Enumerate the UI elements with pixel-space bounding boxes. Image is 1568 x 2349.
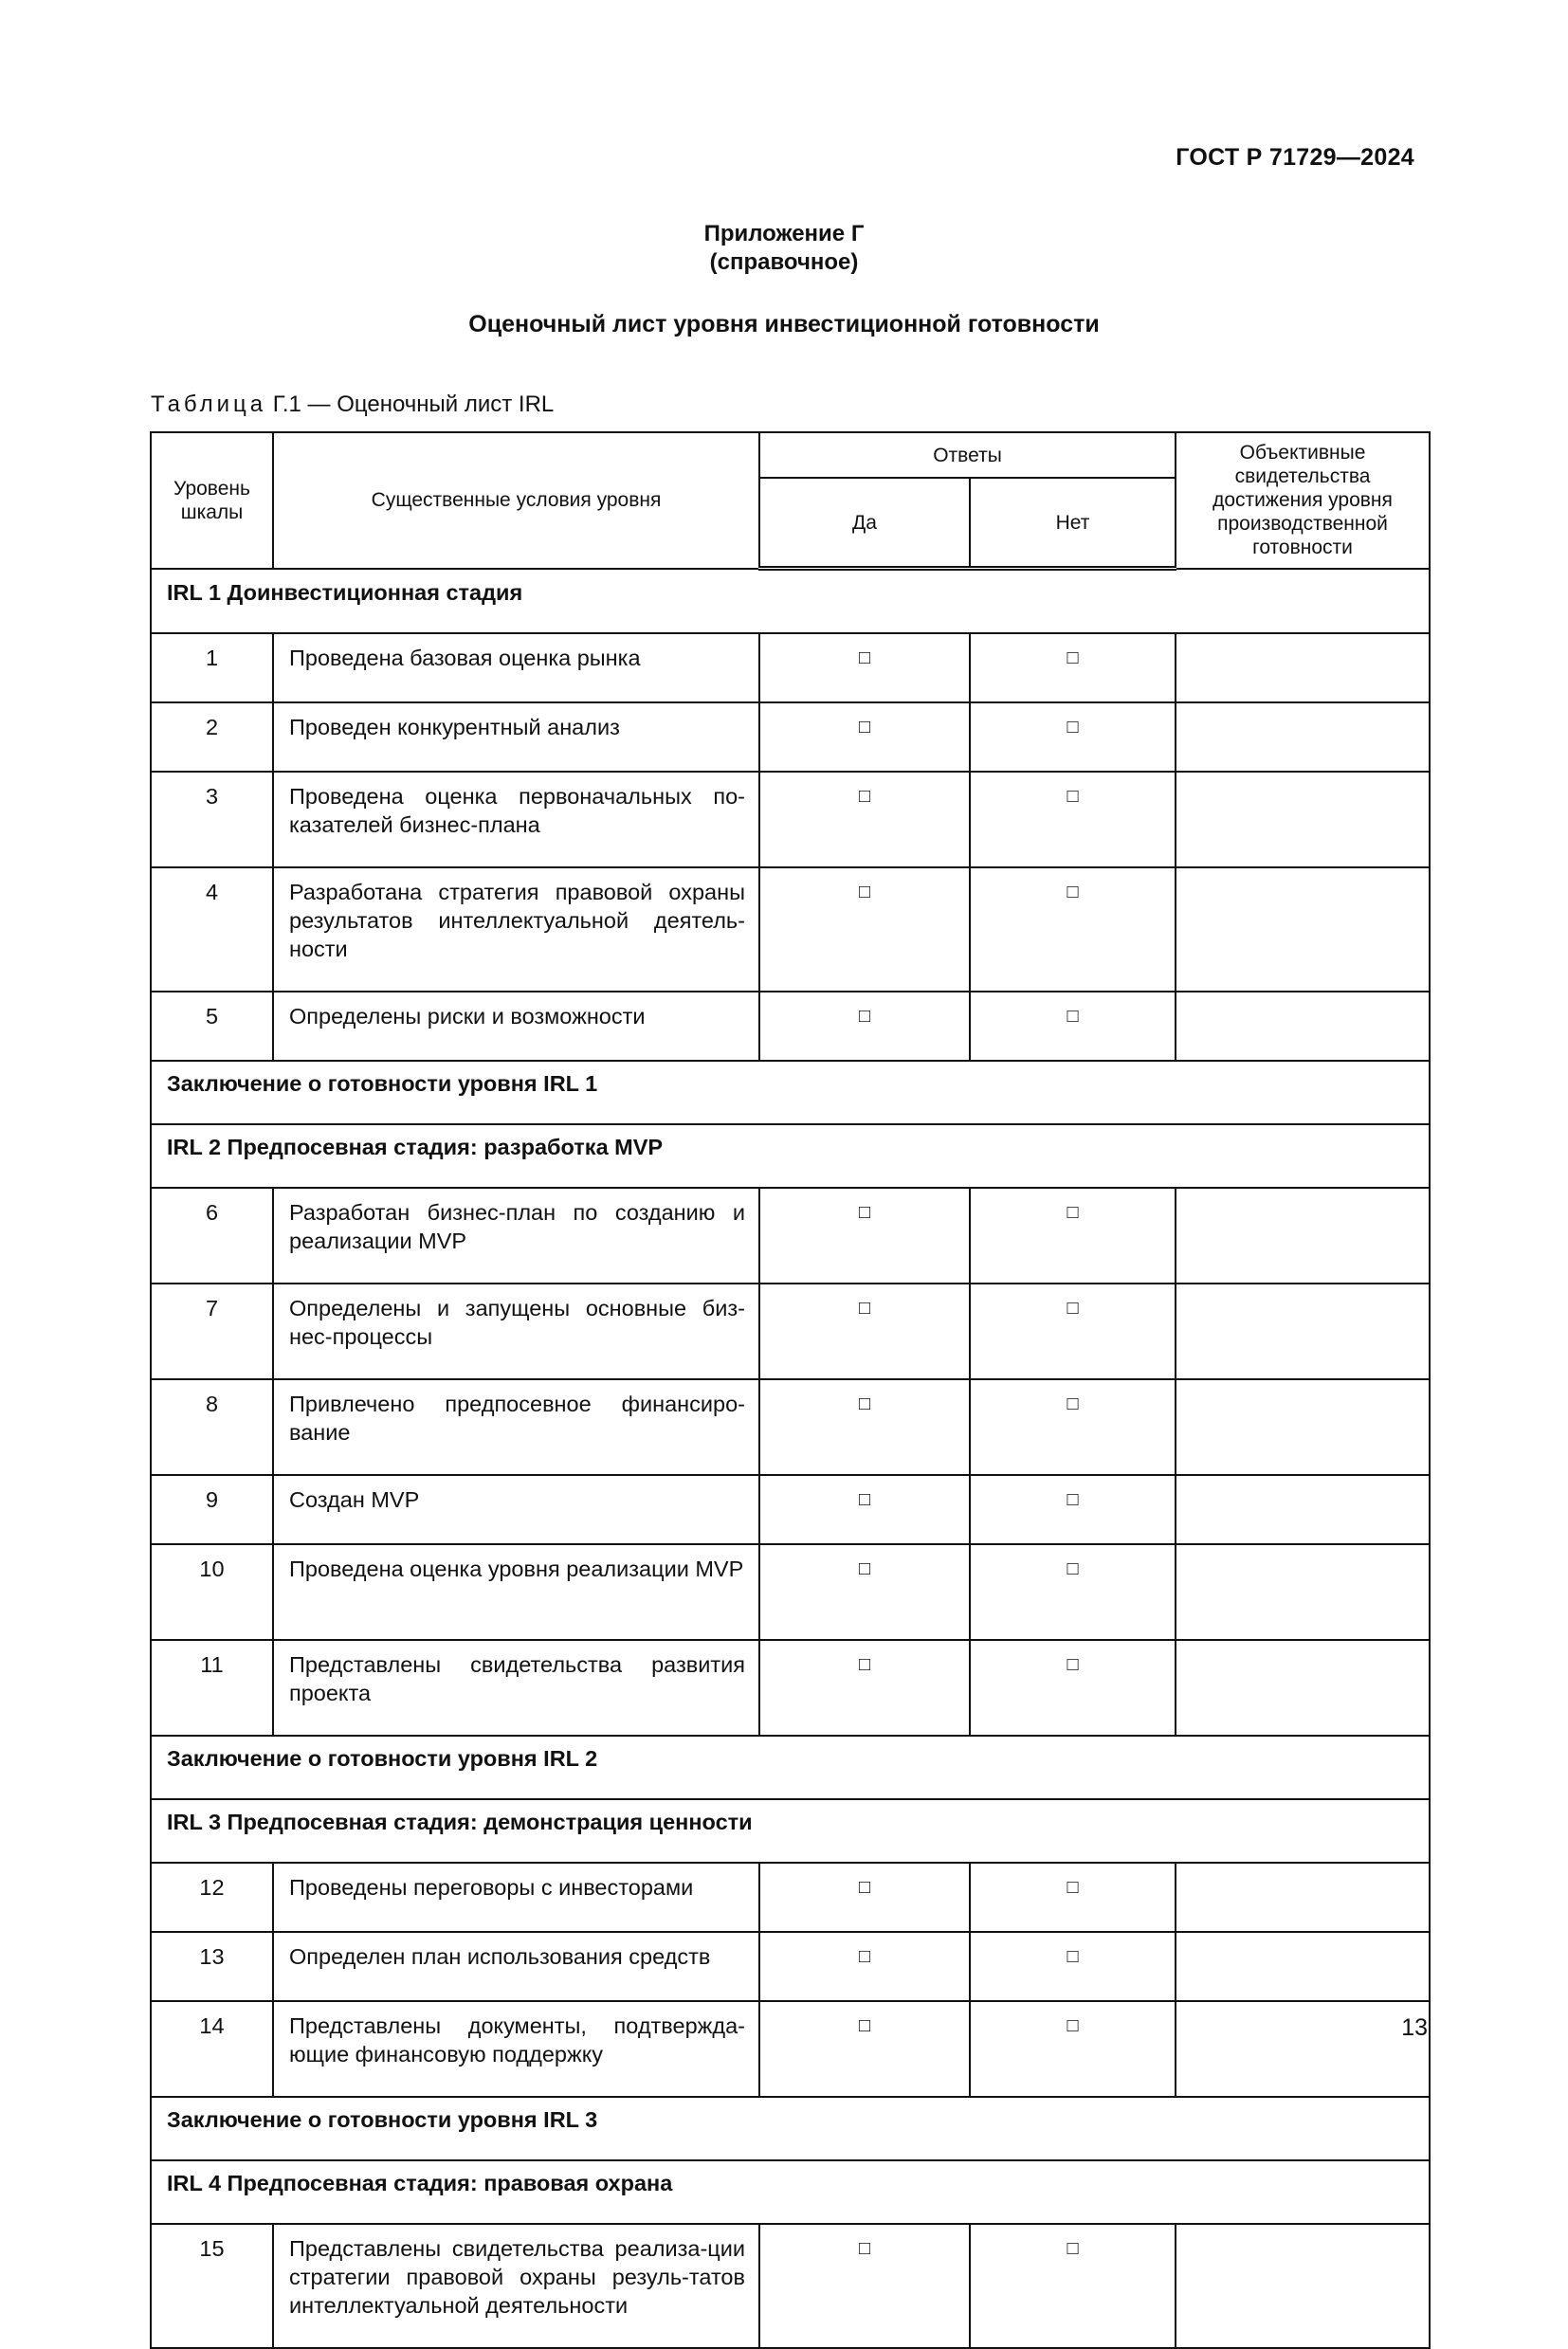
level-number: 3 bbox=[151, 772, 273, 867]
yes-checkbox[interactable]: □ bbox=[759, 1188, 970, 1284]
document-title: Оценочный лист уровня инвестиционной готовности bbox=[468, 311, 1100, 337]
level-number: 8 bbox=[151, 1379, 273, 1475]
yes-checkbox[interactable]: □ bbox=[759, 702, 970, 772]
no-checkbox[interactable]: □ bbox=[970, 1188, 1176, 1284]
evidence-cell[interactable] bbox=[1176, 1475, 1430, 1544]
level-number: 15 bbox=[151, 2224, 273, 2348]
section-row bbox=[151, 569, 1430, 634]
table-body bbox=[151, 569, 1430, 2349]
evidence-cell[interactable] bbox=[1176, 1188, 1430, 1284]
table-row bbox=[151, 772, 1430, 867]
level-number: 4 bbox=[151, 867, 273, 992]
level-number: 11 bbox=[151, 1640, 273, 1736]
appendix-heading bbox=[0, 220, 1568, 277]
evidence-cell[interactable] bbox=[1176, 867, 1430, 992]
yes-checkbox[interactable]: □ bbox=[759, 1284, 970, 1379]
condition-text: Представлены документы, подтвержда-ющие финансовую поддержку bbox=[273, 2001, 759, 2097]
conclusion-title: Заключение о готовности уровня IRL 3 bbox=[151, 2097, 1430, 2160]
section-row bbox=[151, 1124, 1430, 1188]
evidence-cell[interactable] bbox=[1176, 1863, 1430, 1932]
evidence-cell[interactable] bbox=[1176, 702, 1430, 772]
table-row bbox=[151, 1640, 1430, 1736]
table-row bbox=[151, 867, 1430, 992]
appendix-type: (справочное) bbox=[709, 249, 859, 275]
level-number: 12 bbox=[151, 1863, 273, 1932]
condition-text: Проведены переговоры с инвесторами bbox=[273, 1863, 759, 1932]
evidence-cell[interactable] bbox=[1176, 772, 1430, 867]
evidence-cell[interactable] bbox=[1176, 1640, 1430, 1736]
header-answers: Ответы bbox=[759, 432, 1176, 478]
header-conditions: Существенные условия уровня bbox=[273, 432, 759, 569]
no-checkbox[interactable]: □ bbox=[970, 2224, 1176, 2348]
yes-checkbox[interactable]: □ bbox=[759, 1640, 970, 1736]
no-checkbox[interactable]: □ bbox=[970, 2001, 1176, 2097]
no-checkbox[interactable]: □ bbox=[970, 1932, 1176, 2001]
evidence-cell[interactable] bbox=[1176, 992, 1430, 1061]
table-row bbox=[151, 1379, 1430, 1475]
condition-text: Представлены свидетельства реализа-ции стратегии правовой охраны резуль-татов интеллектуальной деятельности bbox=[273, 2224, 759, 2348]
yes-checkbox[interactable]: □ bbox=[759, 633, 970, 702]
irl-assessment-table bbox=[150, 431, 1431, 2349]
condition-text: Привлечено предпосевное финансиро-вание bbox=[273, 1379, 759, 1475]
no-checkbox[interactable]: □ bbox=[970, 992, 1176, 1061]
table-caption-text: Г.1 — Оценочный лист IRL bbox=[266, 392, 555, 417]
level-number: 14 bbox=[151, 2001, 273, 2097]
level-number: 9 bbox=[151, 1475, 273, 1544]
yes-checkbox[interactable]: □ bbox=[759, 772, 970, 867]
conclusion-row bbox=[151, 1736, 1430, 1799]
table-row bbox=[151, 702, 1430, 772]
evidence-cell[interactable] bbox=[1176, 1544, 1430, 1640]
standard-number: ГОСТ Р 71729—2024 bbox=[1176, 144, 1414, 171]
conclusion-row bbox=[151, 1061, 1430, 1124]
table-row bbox=[151, 1544, 1430, 1640]
level-number: 13 bbox=[151, 1932, 273, 2001]
yes-checkbox[interactable]: □ bbox=[759, 2224, 970, 2348]
no-checkbox[interactable]: □ bbox=[970, 1475, 1176, 1544]
no-checkbox[interactable]: □ bbox=[970, 867, 1176, 992]
condition-text: Проведена базовая оценка рынка bbox=[273, 633, 759, 702]
section-title: IRL 2 Предпосевная стадия: разработка MVP bbox=[151, 1124, 1430, 1188]
appendix-title: Приложение Г bbox=[703, 221, 865, 246]
yes-checkbox[interactable]: □ bbox=[759, 1475, 970, 1544]
table-row bbox=[151, 2001, 1430, 2097]
table-row bbox=[151, 1932, 1430, 2001]
level-number: 7 bbox=[151, 1284, 273, 1379]
condition-text: Разработана стратегия правовой охраны результатов интеллектуальной деятель-ности bbox=[273, 867, 759, 992]
yes-checkbox[interactable]: □ bbox=[759, 992, 970, 1061]
conclusion-title: Заключение о готовности уровня IRL 1 bbox=[151, 1061, 1430, 1124]
table-row bbox=[151, 1475, 1430, 1544]
no-checkbox[interactable]: □ bbox=[970, 633, 1176, 702]
section-row bbox=[151, 2160, 1430, 2224]
table-row bbox=[151, 2224, 1430, 2348]
no-checkbox[interactable]: □ bbox=[970, 1284, 1176, 1379]
condition-text: Проведена оценка уровня реализации MVP bbox=[273, 1544, 759, 1640]
level-number: 6 bbox=[151, 1188, 273, 1284]
section-title: IRL 1 Доинвестиционная стадия bbox=[151, 569, 1430, 634]
no-checkbox[interactable]: □ bbox=[970, 772, 1176, 867]
no-checkbox[interactable]: □ bbox=[970, 1640, 1176, 1736]
conclusion-title: Заключение о готовности уровня IRL 2 bbox=[151, 1736, 1430, 1799]
level-number: 1 bbox=[151, 633, 273, 702]
yes-checkbox[interactable]: □ bbox=[759, 867, 970, 992]
evidence-cell[interactable] bbox=[1176, 1932, 1430, 2001]
table-caption-prefix: Таблица bbox=[151, 392, 267, 417]
page-number: 13 bbox=[1401, 2014, 1428, 2041]
header-evidence: Объективные свидетельства достижения уровня производственной готовности bbox=[1176, 432, 1430, 569]
table-row bbox=[151, 1188, 1430, 1284]
condition-text: Создан MVP bbox=[273, 1475, 759, 1544]
table-row bbox=[151, 1284, 1430, 1379]
condition-text: Представлены свидетельства развития проекта bbox=[273, 1640, 759, 1736]
yes-checkbox[interactable]: □ bbox=[759, 2001, 970, 2097]
section-title: IRL 4 Предпосевная стадия: правовая охрана bbox=[151, 2160, 1430, 2224]
section-row bbox=[151, 1799, 1430, 1863]
evidence-cell[interactable] bbox=[1176, 1284, 1430, 1379]
condition-text: Определен план использования средств bbox=[273, 1932, 759, 2001]
table-header-row bbox=[151, 432, 1430, 478]
condition-text: Определены риски и возможности bbox=[273, 992, 759, 1061]
no-checkbox[interactable]: □ bbox=[970, 1379, 1176, 1475]
table-row bbox=[151, 1863, 1430, 1932]
yes-checkbox[interactable]: □ bbox=[759, 1863, 970, 1932]
table-row bbox=[151, 633, 1430, 702]
level-number: 5 bbox=[151, 992, 273, 1061]
level-number: 10 bbox=[151, 1544, 273, 1640]
yes-checkbox[interactable]: □ bbox=[759, 1544, 970, 1640]
condition-text: Определены и запущены основные биз-нес-процессы bbox=[273, 1284, 759, 1379]
header-no: Нет bbox=[970, 478, 1176, 569]
yes-checkbox[interactable]: □ bbox=[759, 1379, 970, 1475]
condition-text: Разработан бизнес-план по созданию и реализации MVP bbox=[273, 1188, 759, 1284]
no-checkbox[interactable]: □ bbox=[970, 702, 1176, 772]
condition-text: Проведена оценка первоначальных по-казателей бизнес-плана bbox=[273, 772, 759, 867]
evidence-cell[interactable] bbox=[1176, 1379, 1430, 1475]
no-checkbox[interactable]: □ bbox=[970, 1544, 1176, 1640]
conclusion-row bbox=[151, 2097, 1430, 2160]
evidence-cell[interactable] bbox=[1176, 2224, 1430, 2348]
header-yes: Да bbox=[759, 478, 970, 569]
condition-text: Проведен конкурентный анализ bbox=[273, 702, 759, 772]
evidence-cell[interactable] bbox=[1176, 633, 1430, 702]
table-row bbox=[151, 992, 1430, 1061]
no-checkbox[interactable]: □ bbox=[970, 1863, 1176, 1932]
header-level: Уровень шкалы bbox=[151, 432, 273, 569]
yes-checkbox[interactable]: □ bbox=[759, 1932, 970, 2001]
level-number: 2 bbox=[151, 702, 273, 772]
evidence-cell[interactable] bbox=[1176, 2001, 1430, 2097]
table-caption bbox=[151, 392, 554, 418]
section-title: IRL 3 Предпосевная стадия: демонстрация ценности bbox=[151, 1799, 1430, 1863]
